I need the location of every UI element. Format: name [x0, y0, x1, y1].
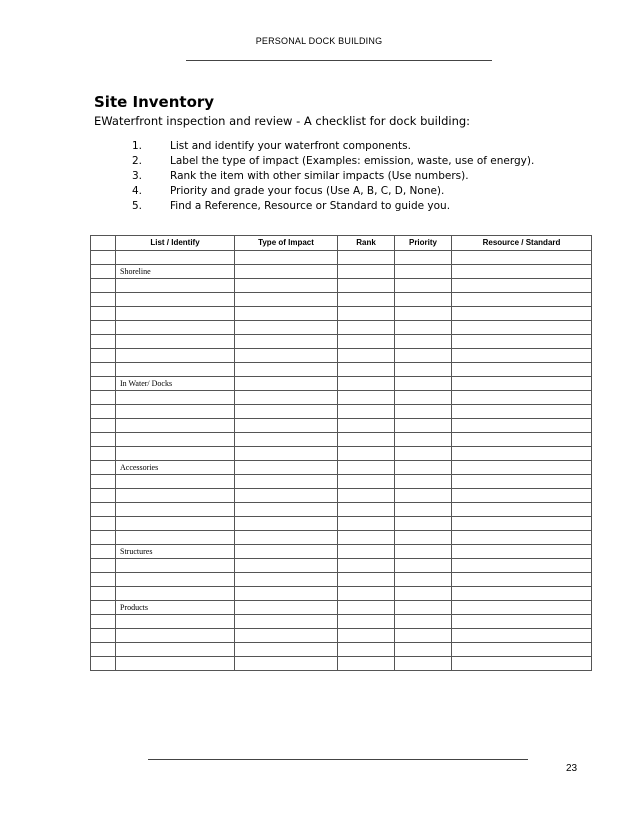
table-cell[interactable] — [91, 321, 116, 335]
table-cell[interactable] — [116, 391, 235, 405]
table-cell[interactable] — [91, 629, 116, 643]
table-cell[interactable] — [91, 573, 116, 587]
table-row — [91, 475, 592, 489]
table-cell[interactable] — [395, 573, 452, 587]
table-row — [91, 265, 592, 279]
table-cell[interactable] — [452, 335, 592, 349]
table-cell[interactable] — [338, 489, 395, 503]
table-row — [91, 251, 592, 265]
table-cell[interactable] — [235, 629, 338, 643]
table-cell[interactable] — [452, 629, 592, 643]
table-cell[interactable] — [452, 475, 592, 489]
table-cell[interactable] — [395, 517, 452, 531]
table-cell[interactable] — [116, 363, 235, 377]
table-cell[interactable] — [338, 475, 395, 489]
table-cell[interactable] — [338, 447, 395, 461]
table-cell[interactable] — [452, 363, 592, 377]
table-cell[interactable] — [91, 293, 116, 307]
instruction-number: 5. — [132, 200, 143, 212]
instruction-text: List and identify your waterfront components. — [170, 140, 411, 152]
table-cell[interactable] — [452, 293, 592, 307]
table-cell[interactable] — [452, 391, 592, 405]
table-cell[interactable] — [338, 349, 395, 363]
column-header-rank: Rank — [338, 236, 395, 251]
table-cell[interactable] — [91, 419, 116, 433]
table-cell[interactable] — [452, 573, 592, 587]
column-header-list-identify: List / Identify — [116, 236, 235, 251]
table-row — [91, 447, 592, 461]
table-cell[interactable] — [235, 601, 338, 615]
table-row — [91, 391, 592, 405]
table-row — [91, 433, 592, 447]
table-cell[interactable] — [235, 265, 338, 279]
table-cell[interactable] — [452, 447, 592, 461]
table-cell[interactable] — [91, 615, 116, 629]
table-cell[interactable] — [91, 545, 116, 559]
table-cell[interactable] — [235, 251, 338, 265]
table-cell[interactable] — [338, 629, 395, 643]
table-cell[interactable] — [395, 447, 452, 461]
table-cell[interactable] — [452, 545, 592, 559]
column-header-priority: Priority — [395, 236, 452, 251]
table-cell[interactable] — [91, 279, 116, 293]
table-cell[interactable] — [395, 433, 452, 447]
table-cell[interactable] — [235, 545, 338, 559]
table-cell[interactable] — [338, 307, 395, 321]
table-cell[interactable] — [91, 447, 116, 461]
table-cell[interactable] — [395, 377, 452, 391]
table-cell[interactable] — [338, 559, 395, 573]
table-row — [91, 321, 592, 335]
instruction-text: Find a Reference, Resource or Standard to guide you. — [170, 200, 451, 212]
table-cell[interactable] — [338, 419, 395, 433]
table-cell[interactable] — [395, 321, 452, 335]
table-cell[interactable] — [395, 461, 452, 475]
table-cell[interactable] — [338, 573, 395, 587]
table-row — [91, 377, 592, 391]
table-row — [91, 293, 592, 307]
table-cell[interactable] — [338, 335, 395, 349]
table-cell[interactable] — [395, 657, 452, 671]
table-cell[interactable] — [395, 587, 452, 601]
table-cell[interactable] — [452, 349, 592, 363]
table-row — [91, 279, 592, 293]
table-cell[interactable] — [91, 307, 116, 321]
table-cell[interactable] — [235, 419, 338, 433]
table-cell[interactable] — [338, 615, 395, 629]
table-cell[interactable] — [91, 363, 116, 377]
table-cell[interactable] — [235, 503, 338, 517]
table-cell[interactable] — [235, 307, 338, 321]
table-cell[interactable] — [338, 601, 395, 615]
table-cell[interactable] — [116, 531, 235, 545]
table-cell[interactable] — [452, 321, 592, 335]
table-cell[interactable] — [235, 559, 338, 573]
table-cell[interactable] — [338, 461, 395, 475]
table-row — [91, 573, 592, 587]
footer-divider — [148, 759, 528, 760]
table-row — [91, 545, 592, 559]
table-cell[interactable] — [116, 587, 235, 601]
column-header-resource-standard: Resource / Standard — [452, 236, 592, 251]
table-cell[interactable] — [91, 559, 116, 573]
table-cell[interactable] — [452, 377, 592, 391]
table-cell[interactable] — [235, 573, 338, 587]
table-cell[interactable] — [235, 363, 338, 377]
table-cell[interactable] — [116, 335, 235, 349]
table-cell[interactable] — [395, 629, 452, 643]
table-cell[interactable] — [452, 251, 592, 265]
table-cell[interactable] — [395, 615, 452, 629]
table-cell[interactable] — [338, 321, 395, 335]
table-row — [91, 657, 592, 671]
table-cell[interactable] — [338, 657, 395, 671]
table-cell[interactable] — [116, 251, 235, 265]
instruction-number: 3. — [132, 170, 143, 182]
table-cell[interactable] — [338, 293, 395, 307]
table-cell[interactable] — [91, 601, 116, 615]
table-cell[interactable] — [338, 503, 395, 517]
table-cell[interactable] — [395, 349, 452, 363]
table-cell[interactable] — [235, 433, 338, 447]
table-cell[interactable] — [116, 503, 235, 517]
table-cell[interactable] — [116, 419, 235, 433]
table-cell[interactable] — [116, 321, 235, 335]
table-row — [91, 335, 592, 349]
table-cell[interactable] — [116, 405, 235, 419]
table-cell[interactable] — [116, 293, 235, 307]
table-cell[interactable] — [452, 657, 592, 671]
table-cell[interactable] — [338, 587, 395, 601]
table-header-row — [91, 236, 592, 251]
table-cell[interactable] — [235, 391, 338, 405]
table-row — [91, 489, 592, 503]
table-cell[interactable] — [338, 545, 395, 559]
table-cell[interactable] — [91, 657, 116, 671]
table-cell[interactable] — [235, 293, 338, 307]
table-cell[interactable] — [235, 587, 338, 601]
table-cell[interactable] — [395, 363, 452, 377]
table-cell[interactable] — [235, 377, 338, 391]
table-cell[interactable] — [452, 643, 592, 657]
table-cell[interactable] — [395, 545, 452, 559]
table-cell[interactable] — [91, 489, 116, 503]
category-cell[interactable]: Structures — [116, 545, 235, 559]
table-cell[interactable] — [116, 629, 235, 643]
table-cell[interactable] — [395, 265, 452, 279]
table-cell[interactable] — [452, 489, 592, 503]
table-cell[interactable] — [91, 335, 116, 349]
table-cell[interactable] — [116, 307, 235, 321]
instruction-number: 1. — [132, 140, 143, 152]
table-cell[interactable] — [91, 251, 116, 265]
table-row — [91, 307, 592, 321]
table-cell[interactable] — [395, 503, 452, 517]
table-cell[interactable] — [452, 559, 592, 573]
table-row — [91, 587, 592, 601]
table-cell[interactable] — [395, 489, 452, 503]
table-cell[interactable] — [338, 265, 395, 279]
table-cell[interactable] — [91, 265, 116, 279]
table-cell[interactable] — [235, 321, 338, 335]
table-cell[interactable] — [395, 391, 452, 405]
table-cell[interactable] — [452, 461, 592, 475]
table-cell[interactable] — [235, 657, 338, 671]
table-cell[interactable] — [395, 405, 452, 419]
table-cell[interactable] — [116, 657, 235, 671]
table-row — [91, 559, 592, 573]
table-row — [91, 405, 592, 419]
table-cell[interactable] — [452, 587, 592, 601]
table-cell[interactable] — [91, 433, 116, 447]
table-cell[interactable] — [395, 475, 452, 489]
table-cell[interactable] — [452, 265, 592, 279]
table-row — [91, 615, 592, 629]
table-cell[interactable] — [338, 279, 395, 293]
table-cell[interactable] — [338, 363, 395, 377]
table-cell[interactable] — [91, 531, 116, 545]
table-cell[interactable] — [338, 643, 395, 657]
table-cell[interactable] — [116, 643, 235, 657]
table-cell[interactable] — [338, 405, 395, 419]
table-cell[interactable] — [116, 475, 235, 489]
table-cell[interactable] — [235, 517, 338, 531]
table-cell[interactable] — [395, 531, 452, 545]
table-cell[interactable] — [395, 307, 452, 321]
table-cell[interactable] — [91, 475, 116, 489]
table-cell[interactable] — [116, 573, 235, 587]
table-cell[interactable] — [116, 615, 235, 629]
table-cell[interactable] — [452, 531, 592, 545]
table-cell[interactable] — [91, 405, 116, 419]
instruction-text: Priority and grade your focus (Use A, B, C, D, None). — [170, 185, 445, 197]
table-cell[interactable] — [395, 559, 452, 573]
table-cell[interactable] — [235, 447, 338, 461]
table-cell[interactable] — [395, 419, 452, 433]
table-cell[interactable] — [116, 447, 235, 461]
table-cell[interactable] — [395, 251, 452, 265]
table-cell[interactable] — [395, 335, 452, 349]
table-cell[interactable] — [235, 335, 338, 349]
table-cell[interactable] — [91, 461, 116, 475]
table-cell[interactable] — [116, 349, 235, 363]
category-cell[interactable]: Accessories — [116, 461, 235, 475]
section-subtitle: EWaterfront inspection and review - A checklist for dock building: — [94, 114, 471, 128]
running-header: PERSONAL DOCK BUILDING — [255, 36, 383, 46]
table-cell[interactable] — [338, 517, 395, 531]
table-cell[interactable] — [235, 279, 338, 293]
table-cell[interactable] — [235, 531, 338, 545]
instruction-number: 4. — [132, 185, 143, 197]
inventory-table — [90, 235, 592, 671]
table-row — [91, 363, 592, 377]
table-row — [91, 517, 592, 531]
table-cell[interactable] — [338, 433, 395, 447]
instruction-number: 2. — [132, 155, 143, 167]
table-row — [91, 503, 592, 517]
table-cell[interactable] — [235, 405, 338, 419]
table-cell[interactable] — [395, 279, 452, 293]
table-row — [91, 643, 592, 657]
table-row — [91, 461, 592, 475]
table-cell[interactable] — [116, 489, 235, 503]
section-title: Site Inventory — [94, 93, 215, 111]
table-cell[interactable] — [452, 307, 592, 321]
table-cell[interactable] — [235, 475, 338, 489]
header-divider — [186, 60, 492, 61]
table-cell[interactable] — [91, 377, 116, 391]
table-cell[interactable] — [395, 293, 452, 307]
table-cell[interactable] — [452, 517, 592, 531]
table-cell[interactable] — [338, 531, 395, 545]
table-cell[interactable] — [235, 349, 338, 363]
table-cell[interactable] — [452, 615, 592, 629]
category-cell[interactable]: In Water/ Docks — [116, 377, 235, 391]
table-cell[interactable] — [116, 517, 235, 531]
category-cell[interactable]: Shoreline — [116, 265, 235, 279]
table-cell[interactable] — [452, 433, 592, 447]
table-cell[interactable] — [452, 405, 592, 419]
column-header — [91, 236, 116, 251]
instruction-text: Rank the item with other similar impacts (Use numbers). — [170, 170, 469, 182]
table-cell[interactable] — [338, 391, 395, 405]
table-cell[interactable] — [91, 349, 116, 363]
table-cell[interactable] — [452, 279, 592, 293]
table-cell[interactable] — [116, 433, 235, 447]
page-number: 23 — [566, 763, 578, 774]
table-cell[interactable] — [116, 279, 235, 293]
table-cell[interactable] — [91, 391, 116, 405]
table-cell[interactable] — [452, 601, 592, 615]
table-row — [91, 349, 592, 363]
table-cell[interactable] — [91, 503, 116, 517]
table-cell[interactable] — [91, 517, 116, 531]
table-cell[interactable] — [338, 251, 395, 265]
table-row — [91, 419, 592, 433]
table-cell[interactable] — [235, 489, 338, 503]
table-cell[interactable] — [235, 615, 338, 629]
table-cell[interactable] — [395, 643, 452, 657]
table-row — [91, 601, 592, 615]
table-cell[interactable] — [338, 377, 395, 391]
table-cell[interactable] — [235, 643, 338, 657]
table-cell[interactable] — [395, 601, 452, 615]
column-header-type-of-impact: Type of Impact — [235, 236, 338, 251]
table-cell[interactable] — [91, 643, 116, 657]
category-cell[interactable]: Products — [116, 601, 235, 615]
table-row — [91, 531, 592, 545]
table-body — [91, 251, 592, 671]
table-cell[interactable] — [452, 419, 592, 433]
table-cell[interactable] — [91, 587, 116, 601]
table-cell[interactable] — [235, 461, 338, 475]
table-row — [91, 629, 592, 643]
table-cell[interactable] — [116, 559, 235, 573]
instruction-text: Label the type of impact (Examples: emission, waste, use of energy). — [170, 155, 535, 167]
table-cell[interactable] — [452, 503, 592, 517]
